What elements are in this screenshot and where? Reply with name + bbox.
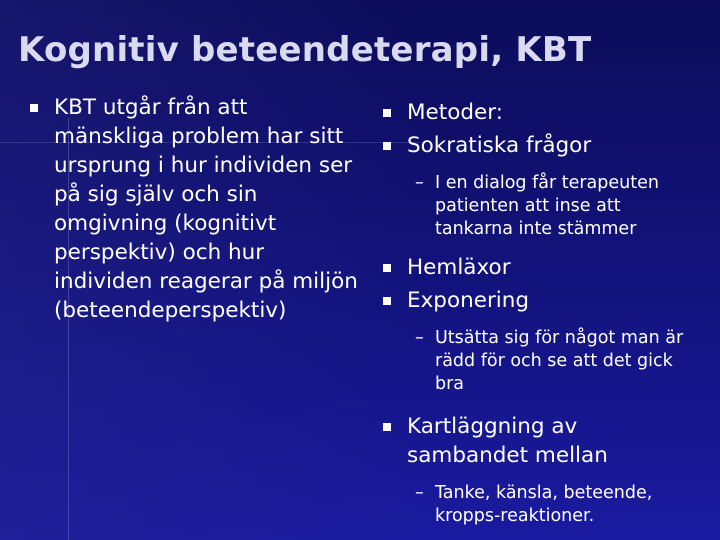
bullet-text: Kartläggning av sambandet mellan	[407, 414, 608, 468]
bullet-text: Sokratiska frågor	[407, 133, 592, 158]
square-bullet-icon	[383, 142, 391, 150]
sub-bullet-text: I en dialog får terapeuten patienten att inse att tankarna inte stämmer	[435, 173, 659, 239]
bullet-text: KBT utgår från att mänskliga problem har sitt ursprung i hur individen ser på sig själv och sin omgivning (kognitivt perspektiv) och hur individen reagerar på miljön (beteendeperspektiv)	[54, 95, 358, 323]
bullet-text: Metoder:	[407, 100, 503, 125]
sub-bullet-text: Tanke, känsla, beteende, kropps-reaktioner.	[435, 483, 653, 526]
sub-bullet-dialog	[397, 172, 703, 241]
dash-bullet: –	[415, 173, 424, 193]
bullet-hemlaxor	[383, 253, 703, 282]
square-bullet-icon	[383, 109, 391, 117]
sub-bullet-tanke	[397, 482, 703, 528]
bullet-exponering	[383, 286, 703, 315]
bullet-kartlaggning	[383, 412, 703, 470]
square-bullet-icon	[383, 423, 391, 431]
bullet-text: Hemläxor	[407, 255, 511, 280]
dash-bullet: –	[415, 483, 424, 503]
square-bullet-icon	[30, 104, 38, 112]
sub-bullet-utsatta	[397, 327, 703, 396]
square-bullet-icon	[383, 297, 391, 305]
square-bullet-icon	[383, 264, 391, 272]
dash-bullet: –	[415, 328, 424, 348]
bullet-sokratiska-fragor	[383, 131, 703, 160]
bullet-kbt-description	[30, 93, 360, 325]
sub-bullet-text: Utsätta sig för något man är rädd för och se att det gick bra	[435, 328, 684, 394]
slide-title: Kognitiv beteendeterapi, KBT	[18, 30, 592, 70]
bullet-metoder	[383, 98, 703, 127]
bullet-text: Exponering	[407, 288, 530, 313]
left-column	[30, 93, 360, 325]
right-column	[383, 98, 703, 528]
